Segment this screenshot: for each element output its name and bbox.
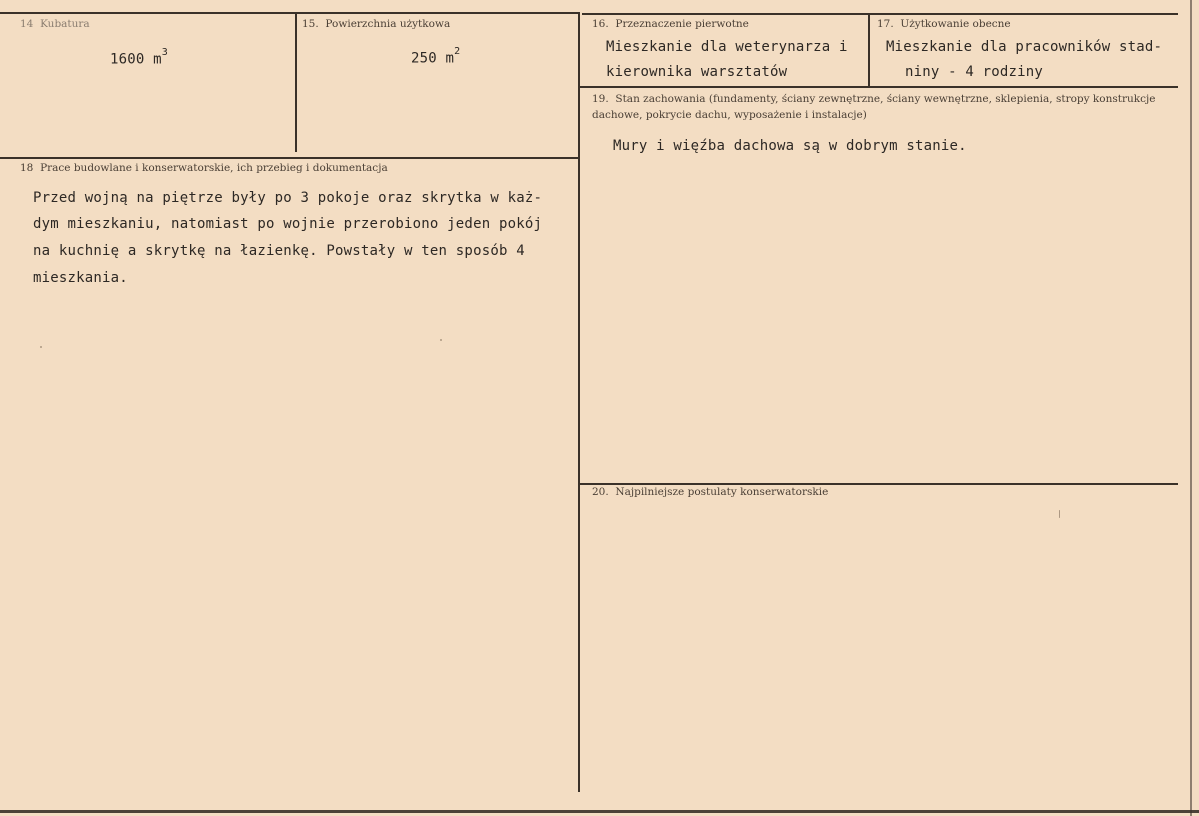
field-16-line-2: kierownika warsztatów	[606, 64, 788, 80]
field-19-number: 19.	[592, 93, 609, 105]
field-18-title: Prace budowlane i konserwatorskie, ich przebieg i dokumentacja	[40, 162, 388, 174]
field-19-title: Stan zachowania (fundamenty, ściany zewnętrzne, ściany wewnętrzne, sklepienia, stropy konstrukcje dachowe, pokrycie dachu, wyposażenie i instalacje)	[592, 93, 1156, 121]
field-16-number: 16.	[592, 18, 609, 30]
field-14-title: Kubatura	[40, 18, 90, 30]
field-15-number: 15.	[302, 18, 319, 30]
field-14-value	[110, 47, 169, 68]
field-18-line-2: dym mieszkaniu, natomiast po wojnie przerobiono jeden pokój	[33, 216, 543, 232]
field-16-label	[592, 18, 749, 30]
top-rule-left	[0, 12, 578, 14]
field-19-label	[592, 91, 1160, 123]
right-edge-rule	[1190, 0, 1192, 816]
field-19-line-1: Mury i więźba dachowa są w dobrym stanie.	[613, 138, 967, 154]
field-17-line-2: niny - 4 rodziny	[905, 64, 1044, 80]
field-18-line-3: na kuchnię a skrytkę na łazienkę. Powstały w ten sposób 4	[33, 243, 525, 259]
powierzchnia-value: 250 m	[411, 50, 455, 67]
top-rule-right	[582, 13, 1178, 15]
rule-above-20	[580, 483, 1178, 485]
divider-14-15	[295, 12, 297, 152]
field-14-number: 14	[20, 18, 34, 30]
field-18-line-1: Przed wojną na piętrze były po 3 pokoje oraz skrytka w każ-	[33, 190, 543, 206]
field-20-label	[592, 486, 828, 498]
powierzchnia-exponent: 2	[454, 46, 461, 57]
rule-above-18	[0, 157, 578, 159]
field-14-label	[20, 18, 90, 30]
paper-speck	[1059, 510, 1060, 518]
field-20-number: 20.	[592, 486, 609, 498]
field-18-number: 18	[20, 162, 34, 174]
field-17-label	[877, 18, 1011, 30]
kubatura-exponent: 3	[161, 47, 169, 58]
rule-below-16-17	[580, 86, 1178, 88]
field-20-title: Najpilniejsze postulaty konserwatorskie	[615, 486, 829, 498]
field-15-value	[411, 46, 461, 67]
field-18-line-4: mieszkania.	[33, 270, 128, 286]
field-16-title: Przeznaczenie pierwotne	[615, 18, 749, 30]
paper-speck	[40, 346, 42, 348]
bottom-rule	[0, 810, 1199, 813]
kubatura-value: 1600 m	[110, 51, 162, 68]
divider-16-17	[868, 14, 870, 86]
field-17-number: 17.	[877, 18, 894, 30]
field-15-title: Powierzchnia użytkowa	[325, 18, 451, 30]
divider-main-vertical	[578, 12, 580, 792]
field-15-label	[302, 18, 450, 30]
field-17-line-1: Mieszkanie dla pracowników stad-	[886, 39, 1163, 55]
field-18-label	[20, 162, 388, 174]
field-16-line-1: Mieszkanie dla weterynarza i	[606, 39, 848, 55]
paper-speck	[440, 339, 442, 341]
field-17-title: Użytkowanie obecne	[900, 18, 1011, 30]
